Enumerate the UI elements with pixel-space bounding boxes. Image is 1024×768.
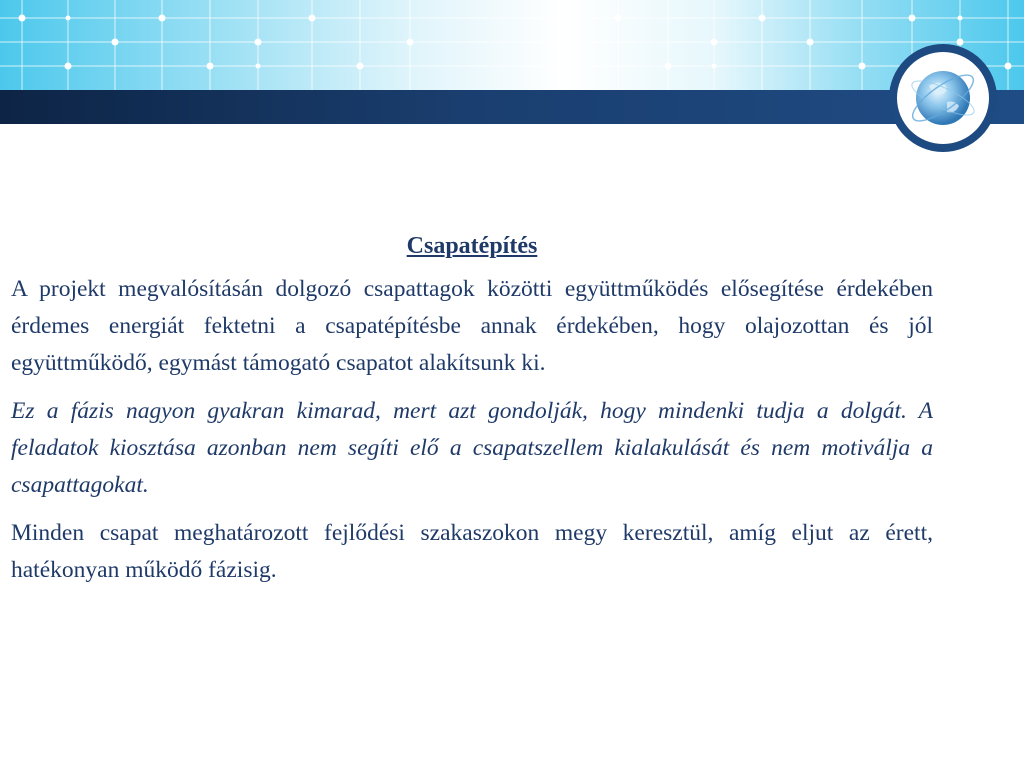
header-pattern-band: [0, 0, 1024, 90]
paragraph-phase-note: Ez a fázis nagyon gyakran kimarad, mert azt gondolják, hogy mindenki tudja a dolgát. A feladatok kiosztása azonban nem segíti elő a csapatszellem kialakulását és nem motiválja a csapattagokat.: [11, 398, 933, 498]
slide-content: [11, 228, 933, 600]
paragraph-development-stages: Minden csapat meghatározott fejlődési szakaszokon megy keresztül, amíg eljut az érett, hatékonyan működő fázisig.: [11, 520, 933, 583]
grid-dots-pattern: [0, 0, 1024, 90]
logo-badge-inner: [897, 52, 989, 144]
paragraph-intro: A projekt megvalósításán dolgozó csapattagok közötti együttműködés elősegítése érdekében érdemes energiát fektetni a csapatépítésbe annak érdekében, hogy olajozottan és jól együttműködő, egymást támogató csapatot alakítsunk ki.: [11, 276, 933, 376]
logo-badge: [889, 44, 997, 152]
slide-title: Csapatépítés: [406, 233, 538, 259]
globe-icon: [897, 52, 989, 144]
header-dark-bar: [0, 90, 1024, 124]
